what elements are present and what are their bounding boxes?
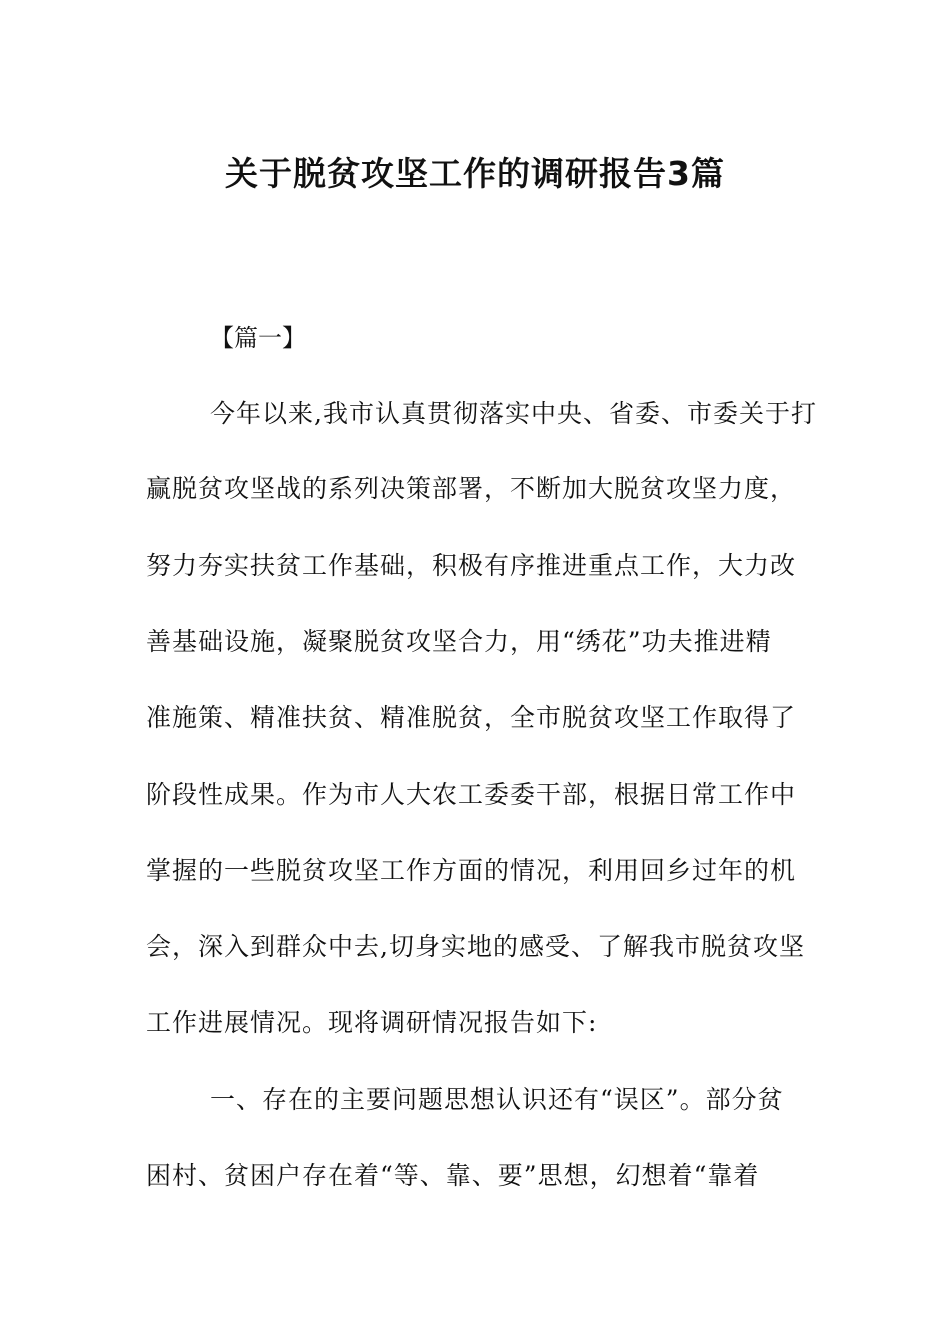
paragraph-line: 赢脱贫攻坚战的系列决策部署，不断加大脱贫攻坚力度，	[146, 474, 797, 503]
paragraph-line: 努力夯实扶贫工作基础，积极有序推进重点工作，大力改	[146, 551, 797, 580]
paragraph-line: 善基础设施，凝聚脱贫攻坚合力，用“绣花”功夫推进精	[146, 627, 772, 656]
paragraph-line: 掌握的一些脱贫攻坚工作方面的情况，利用回乡过年的机	[146, 856, 797, 885]
document-title: 关于脱贫攻坚工作的调研报告3篇	[225, 154, 725, 193]
paragraph-line: 一、存在的主要问题思想认识还有“误区”。部分贫	[210, 1085, 784, 1114]
paragraph-line: 阶段性成果。作为市人大农工委委干部，根据日常工作中	[146, 780, 797, 809]
paragraph-line: 工作进展情况。现将调研情况报告如下:	[146, 1008, 598, 1037]
section-label: 【篇一】	[210, 324, 306, 352]
paragraph-line: 会，深入到群众中去,切身实地的感受、了解我市脱贫攻坚	[146, 932, 805, 961]
paragraph-line: 准施策、精准扶贫、精准脱贫，全市脱贫攻坚工作取得了	[146, 703, 797, 732]
paragraph-line: 困村、贫困户存在着“等、靠、要”思想，幻想着“靠着	[146, 1161, 760, 1190]
paragraph-line: 今年以来,我市认真贯彻落实中央、省委、市委关于打	[210, 399, 817, 428]
